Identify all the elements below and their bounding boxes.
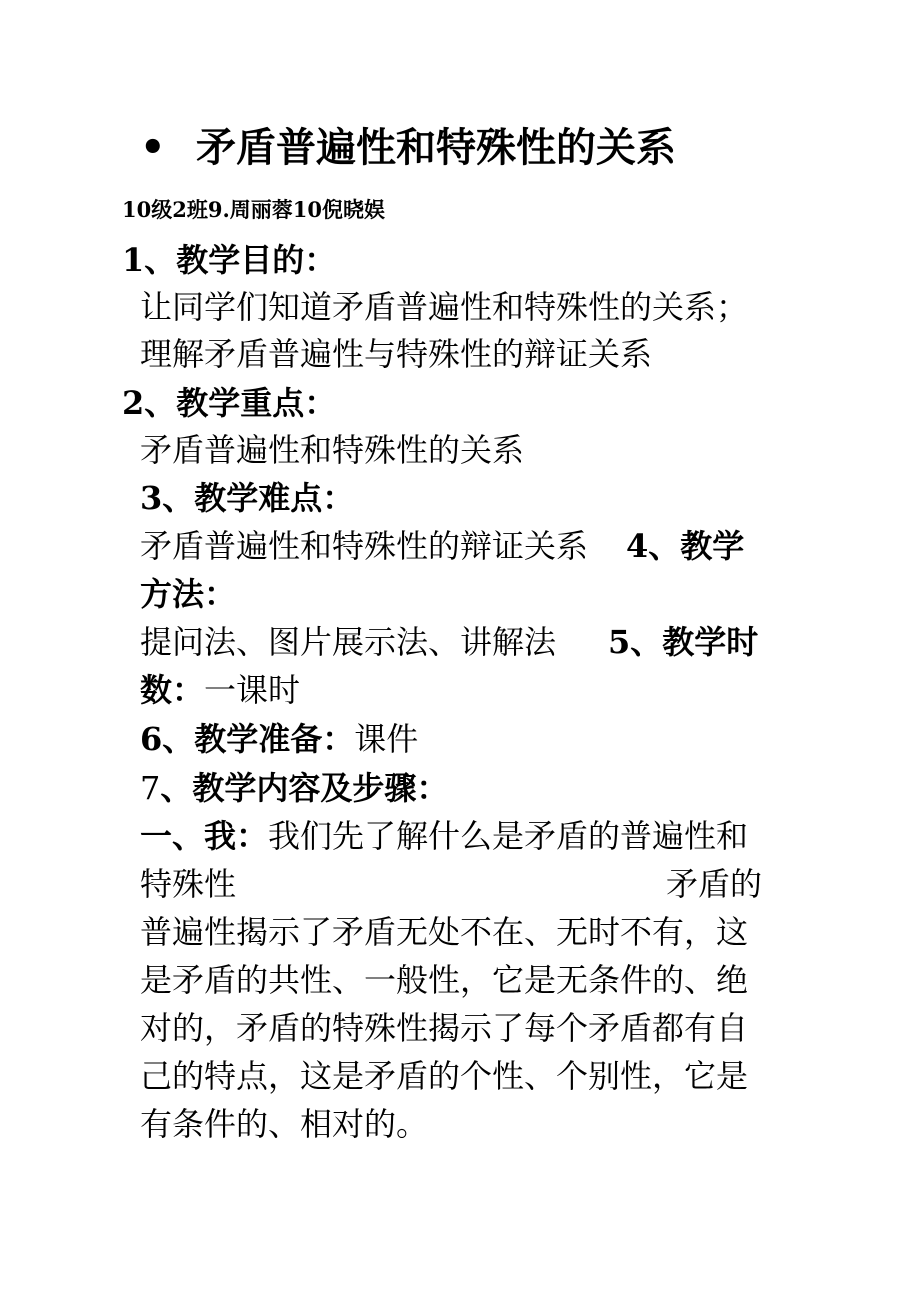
- section-4-text-body: 提问法、图片展示法、讲解法: [140, 623, 557, 661]
- section-7-heading-text: 、教学内容及步骤：: [160, 769, 449, 807]
- author-line: 10级2班9.周丽蓉10倪晓娱: [122, 197, 385, 222]
- section-4-text: [140, 618, 758, 666]
- body-lead: 一、我：: [140, 817, 269, 855]
- body-line-2b: 矛盾的: [666, 865, 763, 903]
- body-line-5: 对的，矛盾的特殊性揭示了每个矛盾都有自: [140, 1009, 749, 1047]
- section-3-text-body: 矛盾普遍性和特殊性的辩证关系: [140, 527, 589, 565]
- body-line-4: 是矛盾的共性、一般性，它是无条件的、绝: [140, 961, 749, 999]
- title-text: 矛盾普遍性和特殊性的关系: [196, 124, 676, 171]
- section-1-text-line-1: 让同学们知道矛盾普遍性和特殊性的关系；: [140, 288, 749, 326]
- section-5-heading-start: 5、教学时: [608, 623, 759, 661]
- page-title: [140, 118, 676, 178]
- section-6-line: [140, 715, 418, 763]
- section-7-number: 7: [140, 769, 161, 807]
- section-6-heading: 6、教学准备：: [140, 720, 355, 758]
- body-line-7: 有条件的、相对的。: [140, 1105, 429, 1143]
- section-7-heading: [140, 764, 448, 812]
- section-2-text: 矛盾普遍性和特殊性的关系: [140, 431, 525, 469]
- body-line-6: 己的特点，这是矛盾的个性、个别性，它是: [140, 1057, 749, 1095]
- section-1-text-line-2: 理解矛盾普遍性与特殊性的辩证关系: [140, 335, 653, 373]
- body-line-2a: 特殊性: [140, 865, 237, 903]
- section-5-text: 一课时: [204, 671, 301, 709]
- section-4-heading-start: 4、教学: [626, 527, 745, 565]
- body-line-1: [140, 812, 748, 860]
- bullet-icon: •: [140, 124, 166, 171]
- body-line-1-text: 我们先了解什么是矛盾的普遍性和: [268, 817, 749, 855]
- section-6-text: 课件: [354, 720, 419, 758]
- section-2-heading: 2、教学重点：: [122, 384, 337, 422]
- section-4-heading-end: 方法：: [140, 575, 237, 613]
- section-1-heading: 1、教学目的：: [122, 241, 337, 279]
- section-3-text: [140, 522, 744, 570]
- section-5-heading-end: 数：: [140, 671, 205, 709]
- body-line-3: 普遍性揭示了矛盾无处不在、无时不有，这: [140, 913, 749, 951]
- section-3-heading: 3、教学难点：: [140, 479, 355, 517]
- section-5-line: [140, 666, 300, 714]
